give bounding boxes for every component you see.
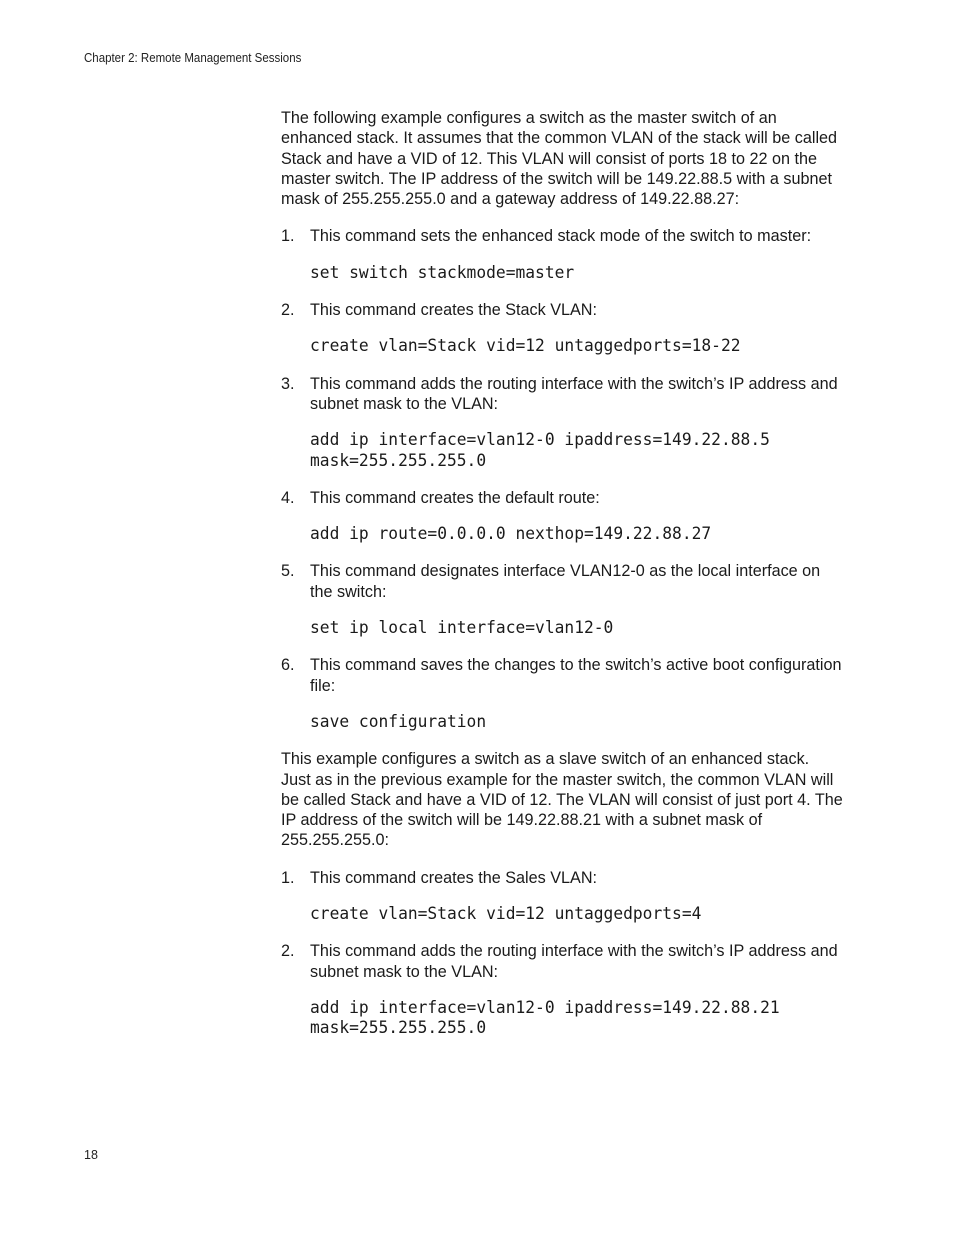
master-steps-list [281, 226, 843, 732]
step-number: 1. [281, 227, 295, 246]
list-item [281, 561, 843, 638]
step-number: 2. [281, 942, 295, 961]
list-item [281, 655, 843, 732]
list-item [281, 488, 843, 545]
command-code: create vlan=Stack vid=12 untaggedports=18-22 [310, 336, 741, 356]
command-code: set switch stackmode=master [310, 262, 575, 282]
step-text: This command creates the Sales VLAN: [310, 868, 598, 887]
slave-example-intro: This example configures a switch as a slave switch of an enhanced stack. Just as in the previous example for the master switch, the common VLAN will be called Stack and have a VID of 12. The VLAN will consist of just port 4. The IP address of the switch will be 149.22.88.21 with a subnet mask of 255.255.255.0: [281, 750, 843, 850]
list-item [281, 374, 843, 471]
command-code: create vlan=Stack vid=12 untaggedports=4 [310, 904, 702, 924]
step-number: 2. [281, 301, 295, 320]
step-number: 1. [281, 868, 295, 887]
list-item [281, 868, 843, 925]
command-code: add ip interface=vlan12-0 ipaddress=149.22.88.5 mask=255.255.255.0 [310, 430, 770, 470]
slave-steps-list [281, 868, 843, 1039]
step-text: This command sets the enhanced stack mode of the switch to master: [310, 227, 812, 246]
page-body [281, 108, 843, 1056]
step-text: This command saves the changes to the switch’s active boot configuration file: [310, 656, 842, 695]
list-item [281, 226, 843, 283]
running-header: Chapter 2: Remote Management Sessions [84, 51, 302, 65]
list-item [281, 941, 843, 1038]
command-code: add ip route=0.0.0.0 nexthop=149.22.88.27 [310, 524, 712, 544]
step-text: This command adds the routing interface with the switch’s IP address and subnet mask to the VLAN: [310, 374, 838, 413]
command-code: add ip interface=vlan12-0 ipaddress=149.22.88.21 mask=255.255.255.0 [310, 997, 780, 1038]
master-example-intro: The following example configures a switch as the master switch of an enhanced stack. It assumes that the common VLAN of the stack will be called Stack and have a VID of 12. This VLAN will consist of ports 18 to 22 on the master switch. The IP address of the switch will be 149.22.88.5 with a subnet mask of 255.255.255.0 and a gateway address of 149.22.88.27: [281, 109, 838, 209]
command-code: save configuration [310, 711, 487, 731]
step-text: This command creates the Stack VLAN: [310, 301, 597, 320]
list-item [281, 300, 843, 357]
step-text: This command creates the default route: [310, 488, 600, 507]
step-number: 5. [281, 562, 295, 581]
step-number: 3. [281, 374, 295, 393]
step-text: This command adds the routing interface with the switch’s IP address and subnet mask to the VLAN: [310, 942, 838, 981]
step-number: 6. [281, 656, 295, 675]
page-number: 18 [84, 1148, 98, 1162]
step-text: This command designates interface VLAN12-0 as the local interface on the switch: [310, 562, 821, 601]
step-number: 4. [281, 488, 295, 507]
command-code: set ip local interface=vlan12-0 [310, 618, 614, 638]
